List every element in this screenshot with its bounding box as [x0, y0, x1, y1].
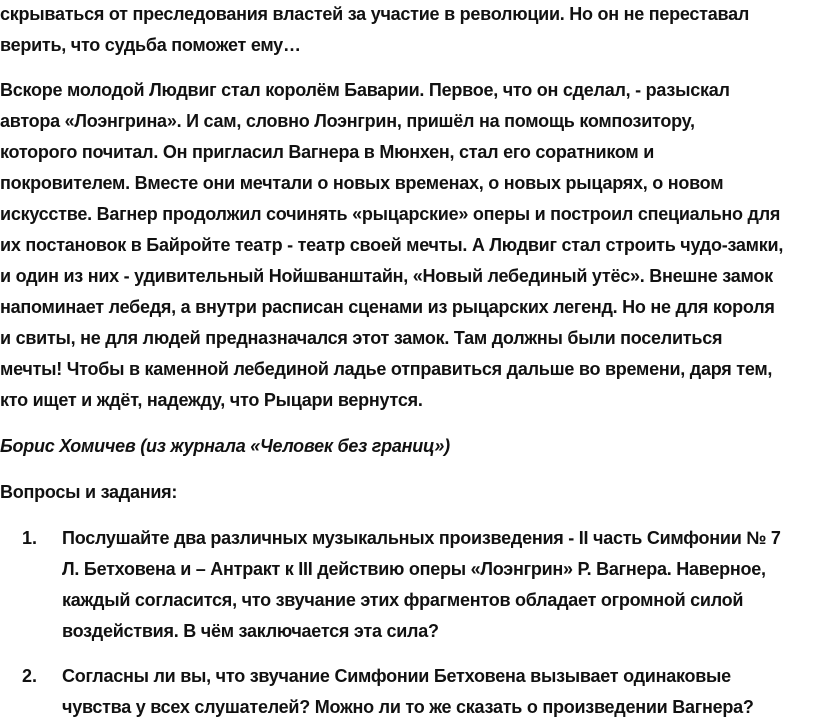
paragraph-line: покровителем. Вместе они мечтали о новых временах, о новых рыцарях, о новом: [0, 173, 724, 193]
paragraph-line: их постановок в Байройте театр - театр своей мечты. А Людвиг стал строить чудо-замки,: [0, 235, 784, 255]
questions-heading: Вопросы и задания:: [0, 482, 178, 502]
paragraph-line: автора «Лоэнгрина». И сам, словно Лоэнгрин, пришёл на помощь композитору,: [0, 111, 695, 131]
paragraph-line: которого почитал. Он пригласил Вагнера в Мюнхен, стал его соратником и: [0, 142, 655, 162]
paragraph-line: кто ищет и ждёт, надежду, что Рыцари вернутся.: [0, 390, 423, 410]
paragraph-line: Вскоре молодой Людвиг стал королём Баварии. Первое, что он сделал, - разыскал: [0, 80, 730, 100]
question-number: 1.: [22, 528, 38, 548]
question-line: чувства у всех слушателей? Можно ли то же сказать о произведении Вагнера?: [62, 697, 754, 717]
attribution: Борис Хомичев (из журнала «Человек без границ»): [0, 436, 450, 456]
question-line: каждый согласится, что звучание этих фрагментов обладает огромной силой: [62, 590, 744, 610]
question-line: воздействия. В чём заключается эта сила?: [62, 621, 439, 641]
question-number: 2.: [22, 666, 38, 686]
paragraph-line: мечты! Чтобы в каменной лебединой ладье отправиться дальше во времени, даря тем,: [0, 359, 773, 379]
paragraph-line: и один из них - удивительный Нойшванштайн, «Новый лебединый утёс». Внешне замок: [0, 266, 773, 286]
paragraph-line: искусстве. Вагнер продолжил сочинять «рыцарские» оперы и построил специально для: [0, 204, 781, 224]
intro-line: скрываться от преследования властей за участие в революции. Но он не переставал: [0, 4, 750, 24]
intro-line: верить, что судьба поможет ему…: [0, 35, 301, 55]
question-line: Согласны ли вы, что звучание Симфонии Бетховена вызывает одинаковые: [62, 666, 731, 686]
paragraph-line: и свиты, не для людей предназначался этот замок. Там должны были поселиться: [0, 328, 723, 348]
question-line: Л. Бетховена и – Антракт к III действию оперы «Лоэнгрин» Р. Вагнера. Наверное,: [62, 559, 766, 579]
question-line: Послушайте два различных музыкальных произведения - II часть Симфонии № 7: [62, 528, 781, 548]
paragraph-line: напоминает лебедя, а внутри расписан сценами из рыцарских легенд. Но не для короля: [0, 297, 775, 317]
